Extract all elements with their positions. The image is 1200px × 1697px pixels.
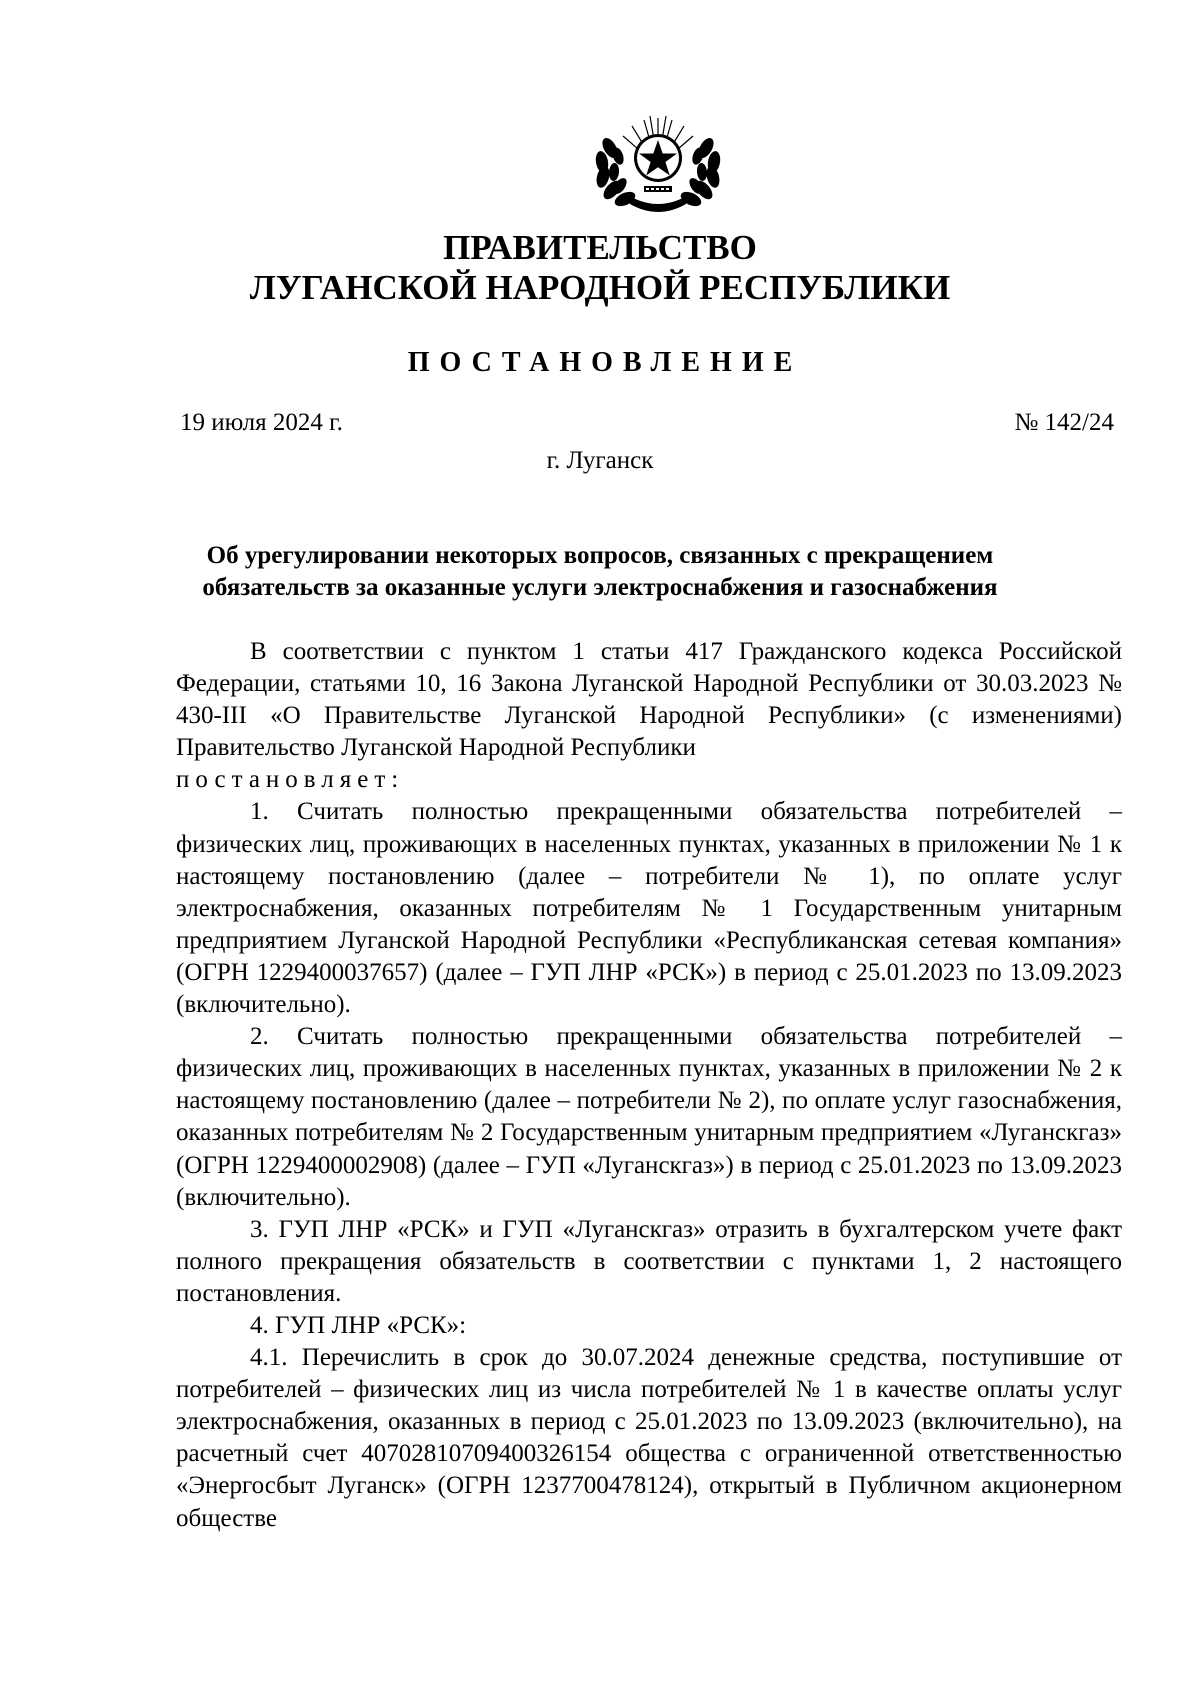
clause-4-1: 4.1. Перечислить в срок до 30.07.2024 денежные средства, поступившие от потребителей – физических лиц из числа потребителей № 1 в качестве оплаты услуг электроснабжения, оказанных в период с 25.01.2023 по 13.09.2023 (включительно), на расчетный счет 40702810709400326154 общества с ограниченной ответственностью «Энергосбыт Луганск» (ОГРН 1237700478124), открытый в Публичном акционерном обществе <box>176 1344 1122 1532</box>
clause-1: 1. Считать полностью прекращенными обязательства потребителей – физических лиц, проживающих в населенных пунктах, указанных в приложении № 1 к настоящему постановлению (далее – потребители № 1), по оплате услуг электроснабжения, оказанных потребителям № 1 Государственным унитарным предприятием Луганской Народной Республики «Республиканская сетевая компания» (ОГРН 1229400037657) (далее – ГУП ЛНР «РСК») в период с 25.01.2023 по 13.09.2023 (включительно). <box>176 798 1122 1019</box>
preamble-paragraph: В соответствии с пунктом 1 статьи 417 Гражданского кодекса Российской Федерации, статьями 10, 16 Закона Луганской Народной Республики от 30.03.2023 № 430-III «О Правительстве Луганской Народной Республики» (с изменениями) Правительство Луганской Народной Республики <box>176 638 1122 762</box>
document-subject <box>100 540 1100 604</box>
document-city: г. Луганск <box>546 447 654 474</box>
document-date: 19 июля 2024 г. <box>180 409 343 436</box>
document-body <box>176 636 1122 1535</box>
coat-of-arms-emblem <box>588 110 728 214</box>
document-type: ПОСТАНОВЛЕНИЕ <box>407 347 803 378</box>
organization-name-line2: ЛУГАНСКОЙ НАРОДНОЙ РЕСПУБЛИКИ <box>249 268 951 307</box>
clause-4: 4. ГУП ЛНР «РСК»: <box>250 1311 467 1339</box>
clause-3: 3. ГУП ЛНР «РСК» и ГУП «Луганскгаз» отразить в бухгалтерском учете факт полного прекращения обязательств в соответствии с пунктами 1, 2 настоящего постановления. <box>176 1215 1122 1307</box>
document-number: № 142/24 <box>1014 409 1114 436</box>
lpr-coat-of-arms-icon <box>588 110 728 214</box>
clause-2: 2. Считать полностью прекращенными обязательства потребителей – физических лиц, проживающих в населенных пунктах, указанных в приложении № 2 к настоящему постановлению (далее – потребители № 2), по оплате услуг газоснабжения, оказанных потребителям № 2 Государственным унитарным предприятием «Луганскгаз» (ОГРН 1229400002908) (далее – ГУП «Луганскгаз») в период с 25.01.2023 по 13.09.2023 (включительно). <box>176 1023 1122 1211</box>
decrees-word: постановляет: <box>176 766 405 794</box>
subject-line-2: обязательств за оказанные услуги электроснабжения и газоснабжения <box>202 574 998 601</box>
subject-line-1: Об урегулировании некоторых вопросов, связанных с прекращением <box>206 542 994 569</box>
organization-name-line1: ПРАВИТЕЛЬСТВО <box>443 228 757 267</box>
